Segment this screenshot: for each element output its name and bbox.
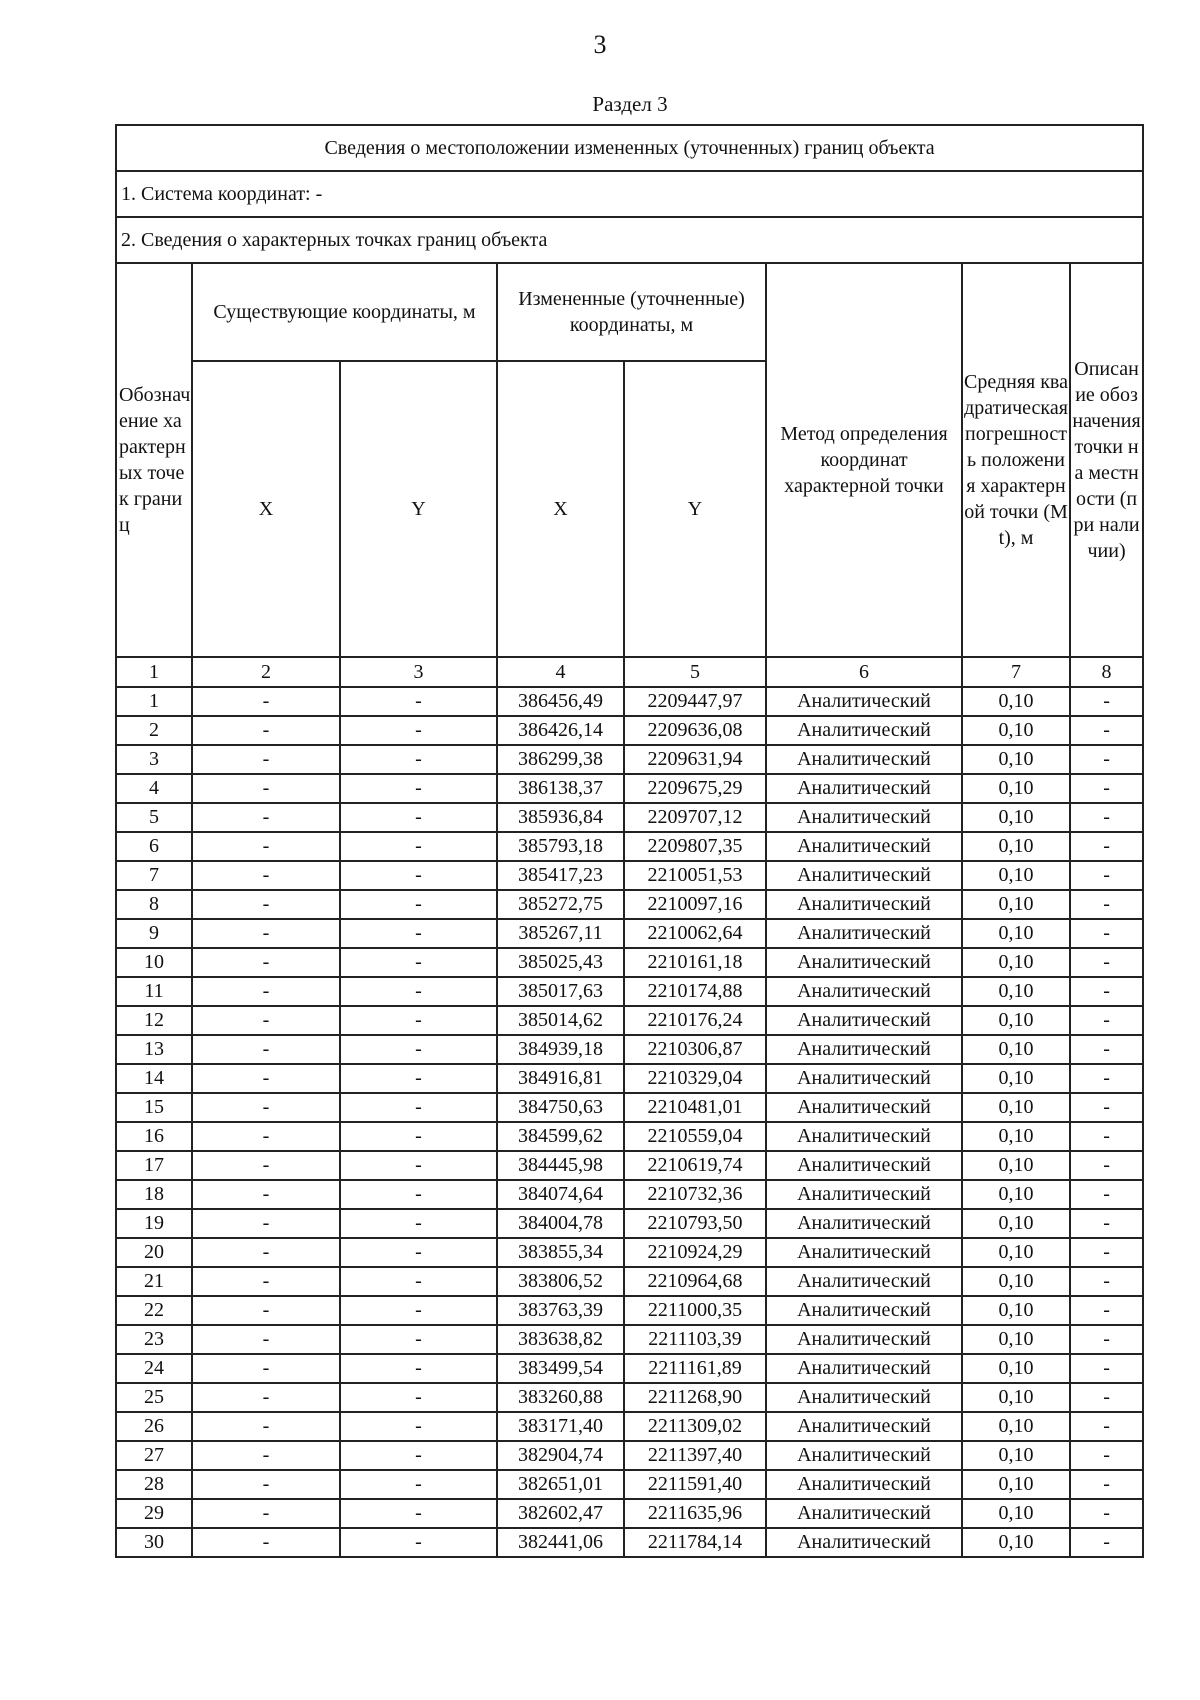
page-number: 3 <box>593 30 607 59</box>
cell-changed-y: 2210306,87 <box>624 1035 766 1064</box>
cell-point-number: 28 <box>116 1470 192 1499</box>
cell-method: Аналитический <box>766 1325 962 1354</box>
cell-existing-y: - <box>340 774 497 803</box>
cell-changed-x: 385014,62 <box>497 1006 624 1035</box>
cell-method: Аналитический <box>766 948 962 977</box>
cell-point-number: 23 <box>116 1325 192 1354</box>
cell-method: Аналитический <box>766 1383 962 1412</box>
cell-changed-x: 384916,81 <box>497 1064 624 1093</box>
cell-method: Аналитический <box>766 1093 962 1122</box>
cell-point-number: 16 <box>116 1122 192 1151</box>
cell-description: - <box>1070 977 1143 1006</box>
cell-point-number: 26 <box>116 1412 192 1441</box>
cell-existing-y: - <box>340 861 497 890</box>
cell-mean-error: 0,10 <box>962 861 1070 890</box>
cell-point-number: 15 <box>116 1093 192 1122</box>
cell-changed-y: 2210051,53 <box>624 861 766 890</box>
column-number: 6 <box>766 657 962 687</box>
cell-existing-x: - <box>192 1180 340 1209</box>
cell-changed-x: 385017,63 <box>497 977 624 1006</box>
cell-changed-x: 383171,40 <box>497 1412 624 1441</box>
cell-description: - <box>1070 687 1143 716</box>
cell-description: - <box>1070 1267 1143 1296</box>
cell-existing-x: - <box>192 1209 340 1238</box>
cell-existing-x: - <box>192 1035 340 1064</box>
cell-mean-error: 0,10 <box>962 803 1070 832</box>
cell-description: - <box>1070 1441 1143 1470</box>
table-row <box>116 977 1143 1006</box>
cell-description: - <box>1070 1122 1143 1151</box>
cell-description: - <box>1070 1354 1143 1383</box>
column-number: 1 <box>116 657 192 687</box>
cell-changed-y: 2210964,68 <box>624 1267 766 1296</box>
cell-existing-x: - <box>192 948 340 977</box>
cell-changed-x: 385025,43 <box>497 948 624 977</box>
cell-point-number: 25 <box>116 1383 192 1412</box>
cell-existing-y: - <box>340 1267 497 1296</box>
cell-mean-error: 0,10 <box>962 1064 1070 1093</box>
cell-point-number: 21 <box>116 1267 192 1296</box>
cell-existing-y: - <box>340 687 497 716</box>
cell-changed-y: 2210329,04 <box>624 1064 766 1093</box>
cell-changed-y: 2211784,14 <box>624 1528 766 1557</box>
cell-mean-error: 0,10 <box>962 1151 1070 1180</box>
cell-changed-x: 382441,06 <box>497 1528 624 1557</box>
column-number: 7 <box>962 657 1070 687</box>
cell-point-number: 2 <box>116 716 192 745</box>
cell-description: - <box>1070 832 1143 861</box>
cell-existing-x: - <box>192 1064 340 1093</box>
cell-point-number: 1 <box>116 687 192 716</box>
cell-changed-y: 2209631,94 <box>624 745 766 774</box>
cell-existing-x: - <box>192 1441 340 1470</box>
cell-existing-y: - <box>340 1180 497 1209</box>
cell-mean-error: 0,10 <box>962 1238 1070 1267</box>
column-number: 2 <box>192 657 340 687</box>
cell-description: - <box>1070 1296 1143 1325</box>
cell-existing-x: - <box>192 687 340 716</box>
cell-changed-x: 386299,38 <box>497 745 624 774</box>
table-row <box>116 1180 1143 1209</box>
column-number: 4 <box>497 657 624 687</box>
cell-existing-y: - <box>340 977 497 1006</box>
cell-point-number: 14 <box>116 1064 192 1093</box>
cell-existing-x: - <box>192 1354 340 1383</box>
cell-changed-x: 386426,14 <box>497 716 624 745</box>
header-changed-y: Y <box>624 361 766 657</box>
cell-existing-y: - <box>340 1238 497 1267</box>
cell-description: - <box>1070 1470 1143 1499</box>
cell-changed-x: 384599,62 <box>497 1122 624 1151</box>
cell-existing-y: - <box>340 1006 497 1035</box>
cell-existing-x: - <box>192 1383 340 1412</box>
cell-method: Аналитический <box>766 1528 962 1557</box>
cell-description: - <box>1070 1064 1143 1093</box>
cell-mean-error: 0,10 <box>962 919 1070 948</box>
cell-description: - <box>1070 1528 1143 1557</box>
cell-existing-x: - <box>192 1528 340 1557</box>
table-row <box>116 1383 1143 1412</box>
cell-mean-error: 0,10 <box>962 1296 1070 1325</box>
cell-existing-y: - <box>340 716 497 745</box>
cell-method: Аналитический <box>766 1209 962 1238</box>
table-row <box>116 1354 1143 1383</box>
cell-point-number: 30 <box>116 1528 192 1557</box>
cell-description: - <box>1070 1035 1143 1064</box>
cell-point-number: 9 <box>116 919 192 948</box>
cell-method: Аналитический <box>766 716 962 745</box>
table-row <box>116 1412 1143 1441</box>
cell-mean-error: 0,10 <box>962 1383 1070 1412</box>
cell-description: - <box>1070 1383 1143 1412</box>
cell-existing-x: - <box>192 774 340 803</box>
cell-mean-error: 0,10 <box>962 687 1070 716</box>
cell-point-number: 24 <box>116 1354 192 1383</box>
cell-existing-x: - <box>192 1499 340 1528</box>
cell-mean-error: 0,10 <box>962 1180 1070 1209</box>
cell-point-number: 11 <box>116 977 192 1006</box>
cell-existing-x: - <box>192 890 340 919</box>
cell-method: Аналитический <box>766 1412 962 1441</box>
column-number: 3 <box>340 657 497 687</box>
cell-existing-y: - <box>340 890 497 919</box>
cell-mean-error: 0,10 <box>962 716 1070 745</box>
cell-existing-x: - <box>192 1238 340 1267</box>
header-existing-x: X <box>192 361 340 657</box>
cell-changed-y: 2211591,40 <box>624 1470 766 1499</box>
cell-mean-error: 0,10 <box>962 1441 1070 1470</box>
cell-description: - <box>1070 1093 1143 1122</box>
cell-mean-error: 0,10 <box>962 948 1070 977</box>
cell-existing-x: - <box>192 1412 340 1441</box>
cell-changed-x: 384004,78 <box>497 1209 624 1238</box>
cell-existing-x: - <box>192 977 340 1006</box>
cell-changed-y: 2210097,16 <box>624 890 766 919</box>
table-row <box>116 745 1143 774</box>
cell-method: Аналитический <box>766 774 962 803</box>
table-row <box>116 832 1143 861</box>
cell-description: - <box>1070 1180 1143 1209</box>
cell-method: Аналитический <box>766 1006 962 1035</box>
cell-method: Аналитический <box>766 1354 962 1383</box>
cell-existing-y: - <box>340 1325 497 1354</box>
cell-description: - <box>1070 919 1143 948</box>
cell-existing-x: - <box>192 1470 340 1499</box>
table-row <box>116 716 1143 745</box>
cell-method: Аналитический <box>766 1151 962 1180</box>
cell-existing-y: - <box>340 1441 497 1470</box>
cell-point-number: 13 <box>116 1035 192 1064</box>
cell-point-number: 4 <box>116 774 192 803</box>
cell-point-number: 5 <box>116 803 192 832</box>
cell-existing-x: - <box>192 1006 340 1035</box>
cell-changed-x: 384939,18 <box>497 1035 624 1064</box>
cell-method: Аналитический <box>766 1035 962 1064</box>
cell-changed-y: 2210174,88 <box>624 977 766 1006</box>
cell-changed-y: 2209447,97 <box>624 687 766 716</box>
cell-existing-y: - <box>340 1470 497 1499</box>
cell-existing-y: - <box>340 1035 497 1064</box>
cell-method: Аналитический <box>766 1122 962 1151</box>
cell-existing-y: - <box>340 948 497 977</box>
cell-method: Аналитический <box>766 1238 962 1267</box>
cell-mean-error: 0,10 <box>962 1006 1070 1035</box>
cell-point-number: 3 <box>116 745 192 774</box>
cell-changed-y: 2210176,24 <box>624 1006 766 1035</box>
cell-changed-x: 383499,54 <box>497 1354 624 1383</box>
cell-changed-y: 2210481,01 <box>624 1093 766 1122</box>
cell-existing-x: - <box>192 716 340 745</box>
cell-changed-y: 2210732,36 <box>624 1180 766 1209</box>
cell-description: - <box>1070 1412 1143 1441</box>
cell-description: - <box>1070 1238 1143 1267</box>
cell-description: - <box>1070 745 1143 774</box>
cell-existing-x: - <box>192 861 340 890</box>
cell-existing-y: - <box>340 803 497 832</box>
table-row <box>116 861 1143 890</box>
cell-changed-x: 386138,37 <box>497 774 624 803</box>
cell-mean-error: 0,10 <box>962 745 1070 774</box>
cell-method: Аналитический <box>766 1180 962 1209</box>
cell-description: - <box>1070 1151 1143 1180</box>
cell-point-number: 6 <box>116 832 192 861</box>
cell-existing-y: - <box>340 1383 497 1412</box>
cell-method: Аналитический <box>766 1296 962 1325</box>
cell-changed-y: 2211103,39 <box>624 1325 766 1354</box>
cell-changed-x: 383638,82 <box>497 1325 624 1354</box>
cell-changed-y: 2210161,18 <box>624 948 766 977</box>
coordinate-system: 1. Система координат: - <box>116 171 1143 217</box>
cell-changed-y: 2210924,29 <box>624 1238 766 1267</box>
cell-changed-y: 2211000,35 <box>624 1296 766 1325</box>
cell-changed-x: 384445,98 <box>497 1151 624 1180</box>
cell-point-number: 8 <box>116 890 192 919</box>
section-title: Раздел 3 <box>592 92 668 116</box>
cell-changed-y: 2209707,12 <box>624 803 766 832</box>
cell-mean-error: 0,10 <box>962 977 1070 1006</box>
cell-existing-y: - <box>340 1412 497 1441</box>
header-method: Метод определения координат характерной точки <box>766 263 962 657</box>
cell-changed-x: 383806,52 <box>497 1267 624 1296</box>
cell-existing-x: - <box>192 1267 340 1296</box>
cell-changed-x: 383855,34 <box>497 1238 624 1267</box>
cell-existing-y: - <box>340 1064 497 1093</box>
cell-point-number: 29 <box>116 1499 192 1528</box>
column-number: 5 <box>624 657 766 687</box>
cell-existing-y: - <box>340 745 497 774</box>
cell-changed-x: 385936,84 <box>497 803 624 832</box>
table-row <box>116 1064 1143 1093</box>
table-row <box>116 948 1143 977</box>
table-row <box>116 1499 1143 1528</box>
table-row <box>116 1441 1143 1470</box>
cell-point-number: 18 <box>116 1180 192 1209</box>
cell-existing-y: - <box>340 919 497 948</box>
cell-description: - <box>1070 1499 1143 1528</box>
cell-changed-y: 2209675,29 <box>624 774 766 803</box>
table-row <box>116 1122 1143 1151</box>
cell-mean-error: 0,10 <box>962 1035 1070 1064</box>
cell-existing-y: - <box>340 1122 497 1151</box>
cell-point-number: 12 <box>116 1006 192 1035</box>
cell-method: Аналитический <box>766 919 962 948</box>
cell-changed-y: 2211309,02 <box>624 1412 766 1441</box>
cell-method: Аналитический <box>766 977 962 1006</box>
cell-changed-y: 2210793,50 <box>624 1209 766 1238</box>
cell-method: Аналитический <box>766 1499 962 1528</box>
cell-existing-y: - <box>340 1296 497 1325</box>
cell-changed-x: 386456,49 <box>497 687 624 716</box>
cell-mean-error: 0,10 <box>962 1499 1070 1528</box>
cell-description: - <box>1070 716 1143 745</box>
cell-changed-y: 2210062,64 <box>624 919 766 948</box>
cell-method: Аналитический <box>766 890 962 919</box>
cell-existing-x: - <box>192 1122 340 1151</box>
header-description: Описание обозначения точки на местности (при наличии) <box>1070 263 1143 657</box>
cell-existing-y: - <box>340 1093 497 1122</box>
cell-mean-error: 0,10 <box>962 832 1070 861</box>
table-row <box>116 687 1143 716</box>
cell-existing-x: - <box>192 1325 340 1354</box>
cell-mean-error: 0,10 <box>962 1267 1070 1296</box>
cell-mean-error: 0,10 <box>962 1412 1070 1441</box>
column-number-row <box>116 657 1143 687</box>
cell-existing-y: - <box>340 1499 497 1528</box>
cell-description: - <box>1070 1006 1143 1035</box>
cell-mean-error: 0,10 <box>962 1325 1070 1354</box>
cell-point-number: 19 <box>116 1209 192 1238</box>
cell-existing-y: - <box>340 1528 497 1557</box>
table-row <box>116 1238 1143 1267</box>
table-row <box>116 1151 1143 1180</box>
header-error: Средняя квадратическая погрешность положения характерной точки (Mt), м <box>962 263 1070 657</box>
cell-description: - <box>1070 803 1143 832</box>
cell-changed-x: 384074,64 <box>497 1180 624 1209</box>
cell-point-number: 17 <box>116 1151 192 1180</box>
cell-changed-x: 384750,63 <box>497 1093 624 1122</box>
table-row <box>116 1528 1143 1557</box>
cell-changed-x: 385417,23 <box>497 861 624 890</box>
table-row <box>116 1209 1143 1238</box>
table-row <box>116 1470 1143 1499</box>
cell-point-number: 20 <box>116 1238 192 1267</box>
header-changed-coords: Измененные (уточненные) координаты, м <box>497 263 766 361</box>
table-row <box>116 919 1143 948</box>
cell-changed-x: 383763,39 <box>497 1296 624 1325</box>
cell-mean-error: 0,10 <box>962 890 1070 919</box>
cell-mean-error: 0,10 <box>962 774 1070 803</box>
cell-existing-x: - <box>192 1296 340 1325</box>
boundary-points-table <box>115 124 1144 1558</box>
table-row <box>116 1093 1143 1122</box>
cell-changed-x: 382602,47 <box>497 1499 624 1528</box>
table-title: Сведения о местоположении измененных (уточненных) границ объекта <box>116 125 1143 171</box>
cell-changed-x: 385272,75 <box>497 890 624 919</box>
table-row <box>116 1006 1143 1035</box>
cell-description: - <box>1070 948 1143 977</box>
cell-changed-y: 2211268,90 <box>624 1383 766 1412</box>
cell-point-number: 27 <box>116 1441 192 1470</box>
cell-changed-y: 2209807,35 <box>624 832 766 861</box>
cell-changed-y: 2209636,08 <box>624 716 766 745</box>
header-designation: Обозначение характерных точек границ <box>116 263 192 657</box>
cell-method: Аналитический <box>766 832 962 861</box>
cell-description: - <box>1070 1209 1143 1238</box>
header-changed-x: X <box>497 361 624 657</box>
cell-existing-x: - <box>192 803 340 832</box>
cell-point-number: 7 <box>116 861 192 890</box>
cell-existing-x: - <box>192 919 340 948</box>
cell-changed-x: 383260,88 <box>497 1383 624 1412</box>
cell-existing-y: - <box>340 832 497 861</box>
table-row <box>116 1296 1143 1325</box>
cell-point-number: 10 <box>116 948 192 977</box>
cell-changed-y: 2211635,96 <box>624 1499 766 1528</box>
cell-existing-x: - <box>192 1151 340 1180</box>
cell-changed-x: 382651,01 <box>497 1470 624 1499</box>
table-row <box>116 1267 1143 1296</box>
cell-method: Аналитический <box>766 1441 962 1470</box>
cell-changed-x: 382904,74 <box>497 1441 624 1470</box>
cell-method: Аналитический <box>766 687 962 716</box>
cell-existing-y: - <box>340 1209 497 1238</box>
cell-description: - <box>1070 774 1143 803</box>
table-row <box>116 1325 1143 1354</box>
cell-method: Аналитический <box>766 1064 962 1093</box>
cell-changed-y: 2210559,04 <box>624 1122 766 1151</box>
cell-changed-y: 2210619,74 <box>624 1151 766 1180</box>
cell-changed-x: 385267,11 <box>497 919 624 948</box>
cell-method: Аналитический <box>766 861 962 890</box>
cell-description: - <box>1070 861 1143 890</box>
column-number: 8 <box>1070 657 1143 687</box>
cell-mean-error: 0,10 <box>962 1528 1070 1557</box>
cell-mean-error: 0,10 <box>962 1354 1070 1383</box>
table-body <box>116 687 1143 1557</box>
table-row <box>116 774 1143 803</box>
cell-changed-x: 385793,18 <box>497 832 624 861</box>
cell-description: - <box>1070 890 1143 919</box>
cell-existing-x: - <box>192 745 340 774</box>
table-row <box>116 890 1143 919</box>
cell-description: - <box>1070 1325 1143 1354</box>
cell-method: Аналитический <box>766 1267 962 1296</box>
points-caption: 2. Сведения о характерных точках границ объекта <box>116 217 1143 263</box>
cell-changed-y: 2211397,40 <box>624 1441 766 1470</box>
table-row <box>116 1035 1143 1064</box>
cell-mean-error: 0,10 <box>962 1093 1070 1122</box>
cell-mean-error: 0,10 <box>962 1122 1070 1151</box>
cell-mean-error: 0,10 <box>962 1209 1070 1238</box>
cell-existing-y: - <box>340 1151 497 1180</box>
cell-method: Аналитический <box>766 745 962 774</box>
table-row <box>116 803 1143 832</box>
cell-existing-y: - <box>340 1354 497 1383</box>
header-existing-y: Y <box>340 361 497 657</box>
cell-method: Аналитический <box>766 1470 962 1499</box>
cell-existing-x: - <box>192 1093 340 1122</box>
cell-point-number: 22 <box>116 1296 192 1325</box>
cell-existing-x: - <box>192 832 340 861</box>
header-existing-coords: Существующие координаты, м <box>192 263 497 361</box>
cell-changed-y: 2211161,89 <box>624 1354 766 1383</box>
cell-method: Аналитический <box>766 803 962 832</box>
cell-mean-error: 0,10 <box>962 1470 1070 1499</box>
